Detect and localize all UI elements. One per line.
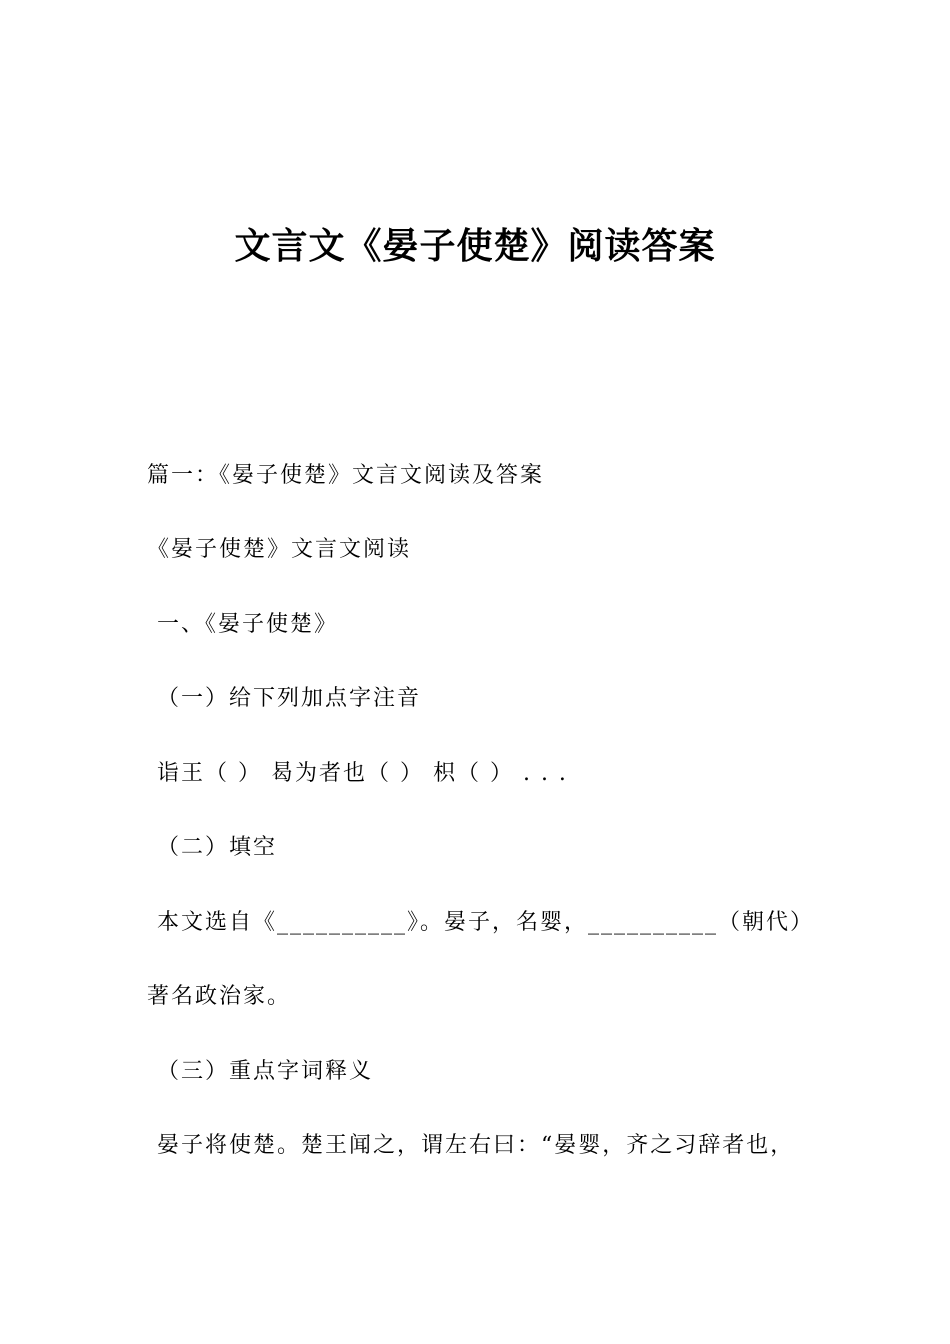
question-pinyin-items: 诣王（ ） 曷为者也（ ） 枳（ ） . . . <box>157 761 568 786</box>
question-vocab-heading: （三）重点字词释义 <box>157 1059 374 1084</box>
document-title: 文言文《晏子使楚》阅读答案 <box>234 226 716 267</box>
question-fill-heading: （二）填空 <box>157 835 278 860</box>
reading-title: 《晏子使楚》文言文阅读 <box>147 537 412 562</box>
question-fill-text-continued: 著名政治家。 <box>147 984 292 1009</box>
passage-text: 晏子将使楚。楚王闻之，谓左右曰：“晏婴，齐之习辞者也， <box>157 1133 795 1158</box>
passage-heading: 一、《晏子使楚》 <box>157 612 339 637</box>
section-heading-part-one: 篇一：《晏子使楚》文言文阅读及答案 <box>147 463 545 488</box>
question-fill-text: 本文选自《__________》。晏子，名婴，__________（朝代） <box>157 910 815 935</box>
question-pinyin-heading: （一）给下列加点字注音 <box>157 686 422 711</box>
